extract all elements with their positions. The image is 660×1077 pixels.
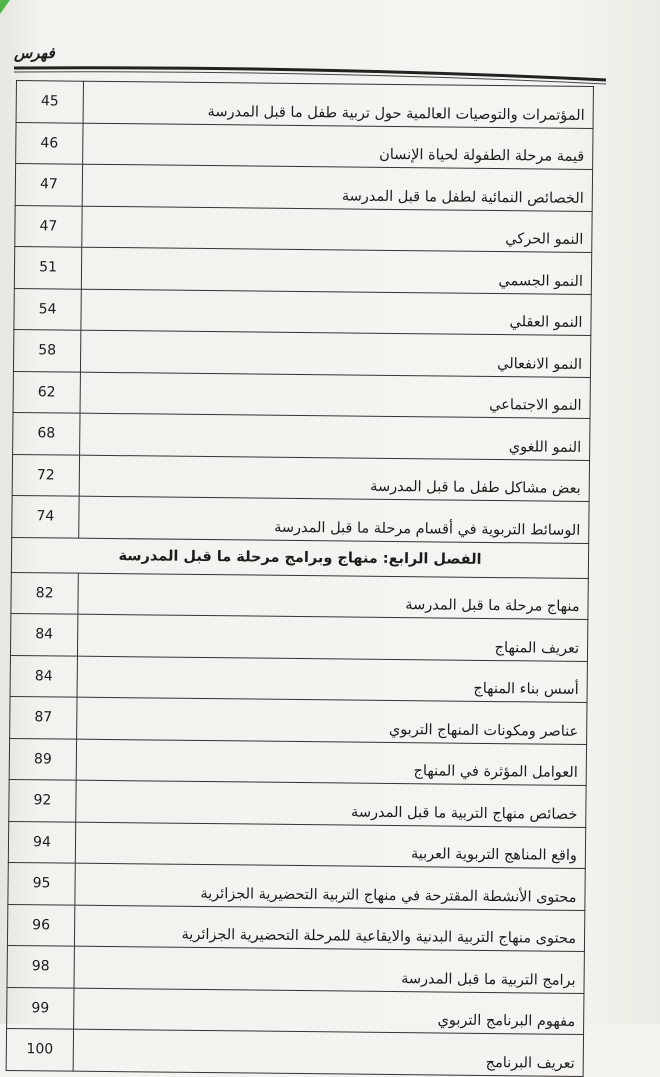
toc-page-number: 94 — [8, 821, 75, 863]
toc-page-number: 100 — [6, 1028, 73, 1070]
toc-row — [13, 371, 590, 419]
toc-page-number: 62 — [13, 371, 80, 413]
toc-row — [10, 696, 587, 744]
toc-entry-title: أسس بناء المنهاج — [77, 656, 587, 703]
toc-entry-title: خصائص منهاج التربية ما قبل المدرسة — [76, 780, 586, 827]
toc-entry-title: مفهوم البرنامج التربوي — [74, 988, 584, 1035]
toc-entry-title: النمو اللغوي — [80, 413, 590, 460]
toc-row — [7, 987, 584, 1035]
toc-row — [16, 122, 593, 170]
toc-entry-title: بعض مشاكل طفل ما قبل المدرسة — [79, 455, 589, 502]
toc-row — [15, 164, 592, 212]
toc-row — [12, 495, 589, 543]
toc-entry-title: تعريف البرنامج — [73, 1029, 583, 1076]
toc-page-number: 96 — [7, 904, 74, 946]
toc-page-number: 92 — [9, 779, 76, 821]
toc-page-number: 46 — [16, 122, 83, 164]
green-corner-mark — [0, 0, 10, 14]
toc-page-number: 74 — [12, 495, 79, 537]
toc-row — [10, 655, 587, 703]
toc-entry-title: النمو الانفعالي — [80, 330, 590, 377]
toc-page-number: 45 — [16, 81, 83, 123]
toc-row — [8, 821, 585, 869]
toc-row — [13, 412, 590, 460]
toc-entry-title: عناصر ومكونات المنهاج التربوي — [77, 697, 587, 744]
toc-page-number: 89 — [9, 738, 76, 780]
toc-row — [14, 288, 591, 336]
toc-row — [7, 904, 584, 952]
toc-page-number: 84 — [10, 613, 77, 655]
toc-page-number: 84 — [10, 655, 77, 697]
toc-page-number: 68 — [13, 412, 80, 454]
toc-row — [14, 246, 591, 294]
toc-row — [15, 205, 592, 253]
toc-entry-title: العوامل المؤثرة في المنهاج — [76, 739, 586, 786]
toc-page-number: 47 — [15, 205, 82, 247]
toc-entry-title: الوسائط التربوية في أقسام مرحلة ما قبل المدرسة — [79, 496, 589, 543]
toc-entry-title: المؤتمرات والتوصيات العالمية حول تربية طفل ما قبل المدرسة — [83, 81, 593, 128]
toc-page-number: 95 — [8, 862, 75, 904]
toc-row — [6, 1028, 583, 1076]
toc-entry-title: محتوى الأنشطة المقترحة في منهاج التربية التحضيرية الجزائرية — [75, 863, 585, 910]
toc-entry-title: الخصائص النمائية لطفل ما قبل المدرسة — [82, 164, 592, 211]
toc-table — [6, 80, 594, 1076]
toc-row — [12, 454, 589, 502]
toc-page-number: 58 — [13, 329, 80, 371]
toc-page-number: 72 — [12, 454, 79, 496]
toc-entry-title: واقع المناهج التربوية العربية — [75, 822, 585, 869]
toc-row — [8, 862, 585, 910]
toc-page-number: 47 — [15, 164, 82, 206]
toc-row — [7, 945, 584, 993]
toc-page-number: 54 — [14, 288, 81, 330]
toc-row — [9, 738, 586, 786]
toc-entry-title: محتوى منهاج التربية البدنية والايقاعية للمرحلة التحضيرية الجزائرية — [74, 905, 584, 952]
toc-page-number: 87 — [10, 696, 77, 738]
toc-entry-title: منهاج مرحلة ما قبل المدرسة — [78, 573, 588, 620]
toc-row — [16, 81, 593, 129]
toc-page-number: 98 — [7, 945, 74, 987]
toc-page-number: 99 — [7, 987, 74, 1029]
page-header-title: فهرس — [14, 44, 55, 62]
toc-row — [13, 329, 590, 377]
toc-row — [9, 779, 586, 827]
toc-page-number: 82 — [11, 572, 78, 614]
toc-entry-title: النمو الجسمي — [81, 247, 591, 294]
chapter-heading: الفصل الرابع: منهاج وبرامج مرحلة ما قبل المدرسة — [11, 537, 588, 578]
toc-entry-title: النمو الاجتماعي — [80, 372, 590, 419]
toc-entry-title: النمو العقلي — [81, 289, 591, 336]
toc-page-number: 51 — [14, 246, 81, 288]
toc-entry-title: تعريف المنهاج — [77, 614, 587, 661]
toc-row — [11, 572, 588, 620]
toc-chapter-row — [11, 537, 588, 578]
toc-entry-title: برامج التربية ما قبل المدرسة — [74, 946, 584, 993]
toc-entry-title: قيمة مرحلة الطفولة لحياة الإنسان — [83, 123, 593, 170]
toc-entry-title: النمو الحركي — [82, 206, 592, 253]
toc-row — [10, 613, 587, 661]
